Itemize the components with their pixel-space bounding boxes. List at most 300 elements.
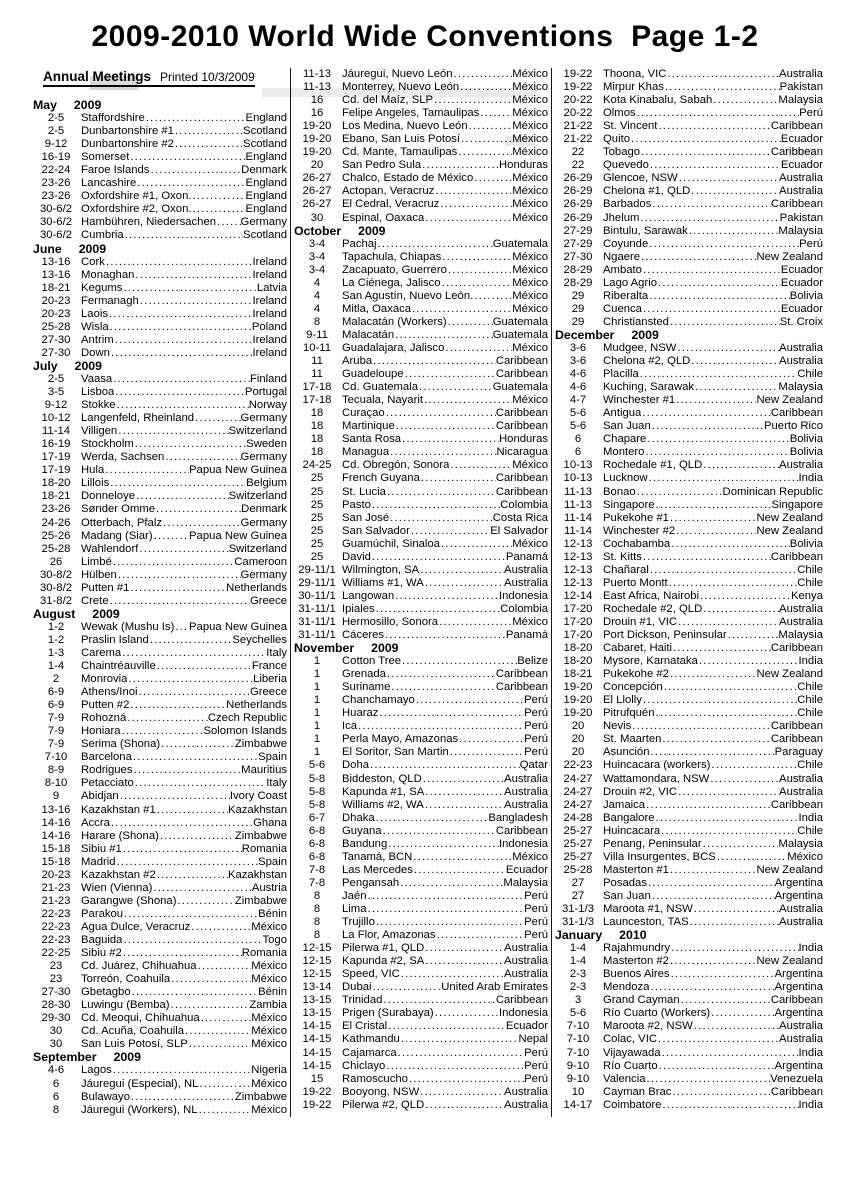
dot-leader (109, 595, 250, 608)
dot-leader (408, 1073, 524, 1086)
convention-entry (33, 295, 287, 308)
entry-location: Huincacara (603, 824, 661, 837)
dot-leader (164, 451, 240, 464)
entry-location: Guamúchil, Sinaloa (342, 537, 440, 550)
dot-leader (105, 256, 253, 269)
entry-location: Lillois (81, 477, 110, 490)
convention-entry (33, 556, 287, 569)
entry-location: Tanamá, BCN (342, 850, 413, 863)
entry-country: Nicaragua (496, 446, 548, 459)
convention-entry (33, 177, 287, 190)
entry-dates: 10-12 (41, 412, 71, 425)
entry-country: Guatemala (492, 237, 548, 250)
dot-leader (640, 251, 756, 264)
entry-dates: 6-7 (308, 811, 326, 824)
dot-leader (420, 472, 496, 485)
entry-location: Cd. del Maíz, SLP (342, 94, 434, 107)
dot-leader (188, 1038, 251, 1051)
convention-entry (33, 569, 287, 582)
entry-country: Colombia (500, 498, 548, 511)
entry-location: Williams #2, WA (342, 798, 424, 811)
entry-dates: 8 (313, 889, 321, 902)
month-year: 2009 (631, 327, 659, 342)
entry-country: México (512, 133, 548, 146)
entry-dates: 19-20 (302, 133, 332, 146)
entry-dates: 2-5 (47, 372, 65, 385)
entry-dates: 4-6 (47, 1064, 65, 1077)
dot-leader (129, 582, 226, 595)
dot-leader (112, 556, 234, 569)
entry-country: México (512, 250, 548, 263)
entry-dates: 30 (49, 1025, 63, 1038)
entry-location: Cuenca (603, 302, 642, 315)
dot-leader (399, 877, 503, 890)
entry-country: New Zealand (756, 955, 823, 968)
entry-location: Colac, VIC (603, 1033, 657, 1046)
convention-entry (33, 373, 287, 386)
entry-dates: 30-6/2 (39, 203, 73, 216)
dot-leader (434, 1007, 499, 1020)
entry-country: Colombia (500, 602, 548, 615)
entry-country: México (512, 615, 548, 628)
entry-country: Greece (249, 594, 287, 607)
dot-leader (400, 968, 504, 981)
dot-leader (109, 477, 246, 490)
entry-country: Italy (266, 646, 287, 659)
convention-entry (294, 590, 548, 603)
entry-country: México (512, 198, 548, 211)
entry-country: México (512, 459, 548, 472)
entry-country: México (512, 302, 548, 315)
entry-dates: 26-29 (563, 211, 593, 224)
entry-dates: 3 (574, 994, 582, 1007)
entry-dates: 8 (313, 315, 321, 328)
entry-country: Australia (504, 785, 548, 798)
dot-leader (411, 303, 512, 316)
entry-location: Kazakhstan #2 (81, 868, 156, 881)
entry-country: México (512, 537, 548, 550)
entry-dates: 26-27 (302, 198, 332, 211)
convention-entry (555, 120, 823, 133)
entry-location: Athens/Inoi (81, 686, 138, 699)
convention-entry (294, 916, 548, 929)
dot-leader (669, 512, 756, 525)
entry-country: Australia (779, 785, 823, 798)
dot-leader (447, 316, 493, 329)
entry-country: New Zealand (756, 511, 823, 524)
convention-entry (33, 999, 287, 1012)
entry-dates: 7-10 (566, 1020, 590, 1033)
entry-dates: 24-27 (563, 785, 593, 798)
entry-country: Perú (524, 733, 548, 746)
convention-entry (555, 603, 823, 616)
dot-leader (132, 751, 258, 764)
entry-location: Chelona #2, QLD (603, 355, 691, 368)
entry-dates: 26 (49, 555, 63, 568)
entry-dates: 19-22 (563, 68, 593, 80)
entry-country: Malaysia (778, 224, 823, 237)
dot-leader (112, 1064, 251, 1077)
entry-country: Argentina (774, 981, 823, 994)
convention-entry (33, 712, 287, 725)
entry-country: Ecuador (780, 159, 823, 172)
entry-dates: 25 (310, 524, 324, 537)
dot-leader (636, 107, 799, 120)
dot-leader (648, 472, 799, 485)
convention-entry (294, 329, 548, 342)
entry-country: Zimbabwe (234, 1090, 287, 1103)
month-name: December (555, 327, 615, 342)
entry-country: México (512, 850, 548, 863)
entry-country: Germany (240, 216, 287, 229)
entry-location: Rochedale #2, QLD (603, 602, 703, 615)
convention-entry (294, 172, 548, 185)
dot-leader (649, 159, 781, 172)
entry-dates: 12-15 (302, 942, 332, 955)
entry-location: El Soritor, San Martin (342, 746, 449, 759)
entry-location: Pilerwa #1, QLD (342, 942, 425, 955)
entry-country: Togo (262, 934, 287, 946)
dot-leader (702, 838, 779, 851)
entry-location: Oxfordshire #1, Oxon. (81, 190, 192, 203)
entry-location: Martinique (342, 420, 395, 433)
dot-leader (668, 577, 798, 590)
dot-leader (669, 316, 780, 329)
entry-dates: 16-19 (41, 438, 71, 451)
entry-country: Ireland (252, 307, 287, 320)
convention-entry (555, 172, 823, 185)
entry-dates: 27-30 (563, 250, 593, 263)
entry-dates: 7-9 (47, 738, 65, 751)
dot-leader (198, 1104, 252, 1117)
convention-entry (555, 407, 823, 420)
dot-leader (422, 773, 504, 786)
convention-entry (555, 981, 823, 994)
convention-entry (555, 94, 823, 107)
entry-dates: 1-4 (47, 660, 65, 673)
entry-dates: 19-20 (302, 120, 332, 133)
entry-country: México (251, 960, 287, 973)
entry-country: Seychelles (232, 633, 287, 646)
entry-location: Managua (342, 446, 390, 459)
entry-dates: 25-27 (563, 837, 593, 850)
entry-location: Lago Agrio (603, 276, 658, 289)
entry-location: Laois (81, 307, 109, 320)
dot-leader (660, 825, 797, 838)
dot-leader (693, 903, 779, 916)
entry-dates: 12-15 (302, 955, 332, 968)
dot-leader (418, 381, 493, 394)
entry-dates: 22-24 (41, 164, 71, 177)
entry-location: Río Cuarto (603, 1059, 658, 1072)
entry-country: Dominican Republic (722, 485, 823, 498)
entry-country: Germany (240, 412, 287, 425)
entry-location: Malacatán (Workers) (342, 315, 447, 328)
entry-country: Portugal (244, 386, 287, 399)
entry-dates: 6-8 (308, 850, 326, 863)
entry-country: Australia (779, 341, 823, 354)
entry-dates: 22-23 (41, 934, 71, 946)
entry-location: Ambato (603, 263, 642, 276)
convention-entry (555, 472, 823, 485)
entry-country: Romania (241, 842, 287, 855)
entry-country: México (512, 94, 548, 107)
month-name: May (33, 98, 57, 112)
entry-location: Lagos (81, 1064, 112, 1077)
convention-entry (33, 621, 287, 634)
entry-location: Zacapuato, Guerrero (342, 263, 447, 276)
entry-location: Santa Rosa (342, 433, 402, 446)
entry-country: Scotland (243, 125, 287, 138)
entry-location: Rohozná (81, 712, 127, 725)
entry-country: México (251, 1077, 287, 1090)
entry-location: Antrim (81, 333, 114, 346)
convention-entry (33, 347, 287, 360)
dot-leader (378, 707, 524, 720)
entry-location: Wilmington, SA (342, 563, 420, 576)
entry-country: Argentina (774, 1059, 823, 1072)
entry-location: Winchester #2 (603, 524, 676, 537)
entry-country: New Zealand (756, 863, 823, 876)
dot-leader (153, 530, 189, 543)
convention-entry (555, 955, 823, 968)
entry-location: Sønder Omme (81, 503, 156, 516)
entry-location: Lancashire (81, 177, 137, 190)
entry-country: Mauritius (241, 764, 287, 777)
entry-location: Sibiu #2 (81, 947, 122, 960)
convention-entry (555, 499, 823, 512)
entry-country: Perú (524, 1059, 548, 1072)
convention-entry (33, 817, 287, 830)
entry-dates: 29-30 (41, 1012, 71, 1025)
entry-dates: 12-13 (563, 563, 593, 576)
convention-entry (33, 1104, 287, 1117)
convention-entry (294, 120, 548, 133)
entry-country: Nigeria (251, 1064, 287, 1077)
entry-location: Trujillo (342, 916, 375, 929)
entry-location: Coimbatore (603, 1098, 662, 1111)
entry-dates: 21-23 (41, 881, 71, 894)
entry-country: Ireland (252, 294, 287, 307)
convention-entry (294, 681, 548, 694)
dot-leader (658, 1060, 775, 1073)
dot-leader (386, 668, 496, 681)
entry-dates: 1 (313, 733, 321, 746)
entry-dates: 3-6 (569, 341, 587, 354)
dot-leader (134, 269, 252, 282)
entry-dates: 7-8 (308, 876, 326, 889)
convention-entry (33, 869, 287, 882)
entry-dates: 20 (310, 159, 324, 172)
entry-location: Prigen (Surabaya) (342, 1007, 434, 1020)
entry-location: Maroota #2, NSW (603, 1020, 693, 1033)
convention-entry (33, 1012, 287, 1025)
entry-dates: 31-11/1 (298, 629, 336, 642)
entry-location: Kapunda #2, SA (342, 955, 425, 968)
entry-country: Australia (504, 1098, 548, 1111)
entry-location: David (342, 550, 371, 563)
entry-location: Quito (603, 133, 631, 146)
convention-entry (555, 564, 823, 577)
entry-country: Chile (797, 759, 823, 772)
dot-leader (119, 790, 230, 803)
entry-country: México (512, 68, 548, 80)
entry-dates: 24-28 (563, 811, 593, 824)
convention-entry (294, 538, 548, 551)
convention-entry (555, 264, 823, 277)
dot-leader (194, 412, 240, 425)
convention-entry (33, 190, 287, 203)
entry-country: Australia (779, 772, 823, 785)
entry-country: Caribbean (770, 146, 823, 159)
entry-location: St. Vincent (603, 120, 658, 133)
dot-leader (117, 425, 228, 438)
convention-entry (294, 1060, 548, 1073)
dot-leader (122, 947, 242, 960)
entry-country: Perú (524, 720, 548, 733)
convention-entry (33, 973, 287, 986)
convention-entry (555, 251, 823, 264)
dot-leader (401, 655, 517, 668)
entry-country: Australia (504, 772, 548, 785)
entry-location: Pasto (342, 498, 371, 511)
entry-country: Austria (251, 881, 287, 894)
entry-location: Perla Mayo, Amazonas (342, 733, 459, 746)
entry-location: Penang, Peninsular (603, 837, 702, 850)
entry-location: Faroe Islands (81, 164, 150, 177)
entry-location: Serima (Shona) (81, 738, 161, 751)
dot-leader (473, 172, 512, 185)
entry-country: Honduras (499, 433, 548, 446)
entry-country: Australia (779, 172, 823, 185)
entry-country: Australia (779, 355, 823, 368)
entry-country: St. Croix (779, 315, 823, 328)
entry-dates: 1-2 (47, 633, 65, 646)
entry-dates: 17-18 (302, 394, 332, 407)
month-heading (33, 360, 287, 373)
dot-leader (117, 569, 241, 582)
convention-entry (33, 725, 287, 738)
entry-dates: 13-16 (41, 255, 71, 268)
convention-entry (294, 68, 548, 81)
convention-entry (294, 864, 548, 877)
entry-location: Cd. Mante, Tamaulipas (342, 146, 458, 159)
dot-leader (661, 1047, 799, 1060)
entry-location: Concepción (603, 681, 663, 694)
dot-leader (649, 746, 774, 759)
entry-location: Port Dickson, Peninsular (603, 629, 727, 642)
entry-location: Christiansted (603, 315, 669, 328)
entry-location: La Ciénega, Jalisco (342, 276, 441, 289)
entry-location: Ipiales (342, 602, 375, 615)
entry-dates: 18-21 (41, 281, 71, 294)
entry-country: Denmark (241, 503, 287, 516)
dot-leader (387, 838, 499, 851)
entry-location: Wahlendorf (81, 542, 139, 555)
month-year: 2009 (78, 241, 107, 256)
entry-country: Liberia (253, 673, 287, 686)
dot-leader (192, 203, 246, 216)
entry-location: Chaintréauville (81, 660, 156, 673)
convention-entry (555, 1060, 823, 1073)
entry-dates: 18-20 (41, 477, 71, 490)
convention-entry (555, 694, 823, 707)
dot-leader (135, 490, 229, 503)
convention-entry (33, 582, 287, 595)
convention-entry (555, 616, 823, 629)
entry-location: Placilla (603, 368, 639, 381)
entry-dates: 17-19 (41, 451, 71, 464)
convention-entry (33, 764, 287, 777)
entry-dates: 7-9 (47, 712, 65, 725)
convention-entry (33, 1025, 287, 1038)
dot-leader (394, 329, 493, 342)
entry-country: México (512, 289, 548, 302)
dot-leader (170, 999, 250, 1012)
convention-entry (555, 812, 823, 825)
entry-country: Ecuador (505, 1020, 548, 1033)
entry-country: Czech Republic (207, 712, 287, 725)
convention-entry (33, 895, 287, 908)
entry-country: Perú (524, 746, 548, 759)
dot-leader (424, 942, 504, 955)
entry-dates: 5-8 (308, 772, 326, 785)
dot-leader (694, 381, 778, 394)
entry-dates: 2-3 (569, 981, 587, 994)
convention-entry (33, 138, 287, 151)
entry-country: Panamá (505, 550, 548, 563)
dot-leader (397, 1047, 525, 1060)
month-year: 2009 (113, 1050, 141, 1065)
entry-location: Montero (603, 446, 645, 459)
dot-leader (712, 94, 778, 107)
entry-dates: 19-20 (563, 681, 593, 694)
convention-entry (555, 303, 823, 316)
entry-location: Huincacara (workers) (603, 759, 711, 772)
dot-leader (197, 960, 252, 973)
entry-country: Perú (799, 237, 823, 250)
entry-location: Chapare (603, 433, 647, 446)
entry-country: Ivory Coast (229, 790, 287, 803)
convention-entry (555, 799, 823, 812)
dot-leader (434, 185, 512, 198)
convention-entry (294, 198, 548, 211)
entry-dates: 31-11/1 (298, 615, 336, 628)
dot-leader (646, 433, 789, 446)
entry-dates: 9 (52, 790, 60, 803)
convention-entry (294, 799, 548, 812)
dot-leader (677, 616, 779, 629)
entry-country: Venezuela (770, 1072, 823, 1085)
dot-leader (670, 942, 798, 955)
entry-country: India (798, 655, 823, 668)
entry-dates: 24-25 (302, 459, 332, 472)
dot-leader (441, 251, 512, 264)
entry-location: Langenfeld, Rheinland (81, 412, 195, 425)
convention-entry (294, 277, 548, 290)
entry-country: Australia (504, 1085, 548, 1098)
dot-leader (678, 172, 779, 185)
dot-leader (389, 446, 496, 459)
month-name: July (33, 358, 58, 373)
entry-dates: 6 (52, 1090, 60, 1103)
entry-location: Petacciato (81, 777, 134, 790)
entry-dates: 18-21 (41, 490, 71, 503)
entry-dates: 18-20 (563, 642, 593, 655)
convention-entry (33, 986, 287, 999)
entry-dates: 29 (571, 302, 585, 315)
dot-leader (453, 68, 513, 81)
